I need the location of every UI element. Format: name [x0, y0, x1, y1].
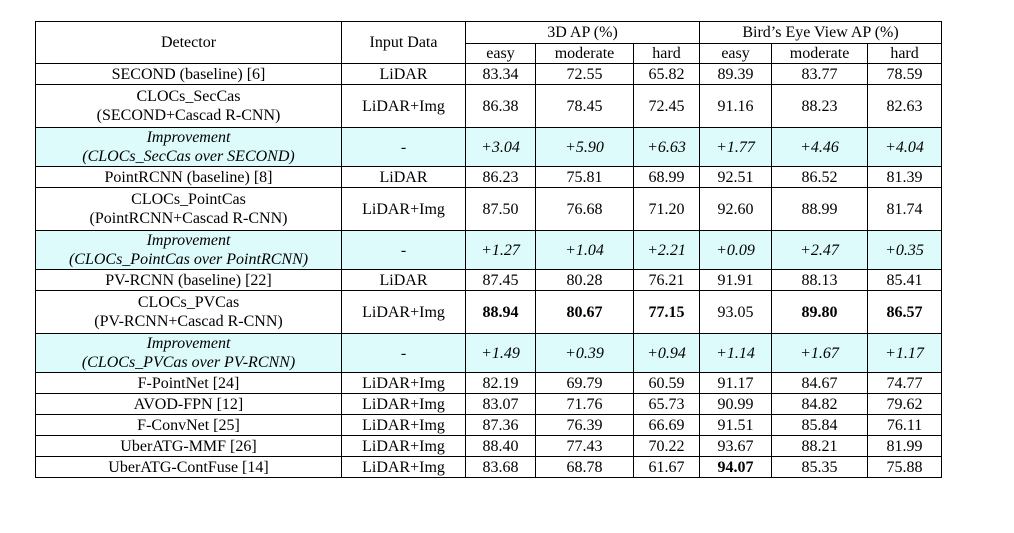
improvement-row: [36, 231, 942, 270]
input-data-cell: LiDAR: [342, 167, 466, 188]
ap-bev-moderate-cell: +2.47: [772, 231, 868, 270]
detector-cell: [36, 415, 342, 436]
table-row: [36, 85, 942, 128]
input-data-cell: -: [342, 231, 466, 270]
detector-cell: [36, 85, 342, 128]
ap-3d-easy-cell: 83.07: [466, 394, 536, 415]
table-row: [36, 436, 942, 457]
table-row: [36, 373, 942, 394]
detector-name-line: Improvement: [146, 129, 231, 146]
detector-name-line: (CLOCs_PointCas over PointRCNN): [68, 251, 309, 268]
detector-name-line: CLOCs_PVCas: [137, 294, 240, 311]
ap-bev-hard-cell: 85.41: [868, 270, 942, 291]
ap-3d-hard-cell: 70.22: [634, 436, 700, 457]
detector-name-line: Improvement: [146, 335, 231, 352]
ap-3d-hard-cell: 71.20: [634, 188, 700, 231]
ap-bev-hard-cell: 78.59: [868, 64, 942, 85]
ap-bev-easy-cell: 92.60: [700, 188, 772, 231]
ap-3d-hard-cell: +2.21: [634, 231, 700, 270]
improvement-row: [36, 128, 942, 167]
ap-bev-easy-cell: +1.14: [700, 334, 772, 373]
ap-3d-easy-cell: 86.23: [466, 167, 536, 188]
detector-cell: [36, 436, 342, 457]
header-3d-moderate: moderate: [536, 44, 634, 64]
ap-3d-easy-cell: 83.34: [466, 64, 536, 85]
header-bev-moderate: moderate: [772, 44, 868, 64]
table-row: [36, 188, 942, 231]
improvement-row: [36, 334, 942, 373]
ap-3d-moderate-cell: 75.81: [536, 167, 634, 188]
ap-3d-moderate-cell: 76.68: [536, 188, 634, 231]
header-bev-ap: Bird’s Eye View AP (%): [700, 22, 942, 44]
ap-3d-easy-cell: 87.36: [466, 415, 536, 436]
input-data-cell: LiDAR+Img: [342, 291, 466, 334]
header-input-data: Input Data: [342, 22, 466, 64]
detector-name-line: PV-RCNN (baseline) [22]: [105, 271, 272, 289]
ap-3d-moderate-cell: 77.43: [536, 436, 634, 457]
header-bev-hard: hard: [868, 44, 942, 64]
ap-3d-hard-cell: 76.21: [634, 270, 700, 291]
ap-bev-hard-cell: 81.99: [868, 436, 942, 457]
ap-3d-moderate-cell: +1.04: [536, 231, 634, 270]
table-row: [36, 270, 942, 291]
detector-name-line: Improvement: [146, 232, 231, 249]
ap-bev-hard-cell: +1.17: [868, 334, 942, 373]
ap-3d-easy-cell: 83.68: [466, 457, 536, 478]
ap-bev-moderate-cell: 84.67: [772, 373, 868, 394]
ap-3d-moderate-cell: 76.39: [536, 415, 634, 436]
table-row: [36, 64, 942, 85]
input-data-cell: LiDAR+Img: [342, 373, 466, 394]
ap-bev-easy-cell: 91.51: [700, 415, 772, 436]
ap-bev-hard-cell: 76.11: [868, 415, 942, 436]
ap-bev-easy-cell: 93.67: [700, 436, 772, 457]
input-data-cell: LiDAR+Img: [342, 188, 466, 231]
ap-bev-hard-cell: +0.35: [868, 231, 942, 270]
ap-3d-moderate-cell: 71.76: [536, 394, 634, 415]
ap-bev-hard-cell: 86.57: [868, 291, 942, 334]
header-row-groups: [36, 22, 942, 44]
ap-bev-easy-cell: +0.09: [700, 231, 772, 270]
detector-name-line: F-PointNet [24]: [137, 374, 240, 392]
ap-bev-hard-cell: +4.04: [868, 128, 942, 167]
results-table: [35, 21, 942, 478]
ap-bev-hard-cell: 82.63: [868, 85, 942, 128]
table-row: [36, 167, 942, 188]
ap-bev-easy-cell: 90.99: [700, 394, 772, 415]
ap-3d-moderate-cell: 69.79: [536, 373, 634, 394]
ap-bev-moderate-cell: 88.21: [772, 436, 868, 457]
detector-name-line: CLOCs_PointCas: [131, 191, 246, 208]
header-3d-easy: easy: [466, 44, 536, 64]
input-data-cell: -: [342, 334, 466, 373]
ap-bev-moderate-cell: 88.23: [772, 85, 868, 128]
ap-bev-moderate-cell: 86.52: [772, 167, 868, 188]
detector-name-line: AVOD-FPN [12]: [133, 395, 244, 413]
ap-3d-hard-cell: 65.82: [634, 64, 700, 85]
detector-cell: [36, 128, 342, 167]
header-bev-easy: easy: [700, 44, 772, 64]
ap-3d-easy-cell: 86.38: [466, 85, 536, 128]
detector-name-line: (CLOCs_PVCas over PV-RCNN): [81, 354, 296, 371]
ap-bev-easy-cell: +1.77: [700, 128, 772, 167]
input-data-cell: LiDAR+Img: [342, 415, 466, 436]
table-row: [36, 394, 942, 415]
ap-3d-easy-cell: 87.50: [466, 188, 536, 231]
ap-3d-hard-cell: 60.59: [634, 373, 700, 394]
detector-name-line: (SECOND+Cascad R-CNN): [96, 107, 281, 124]
detector-cell: [36, 291, 342, 334]
detector-cell: [36, 394, 342, 415]
ap-bev-moderate-cell: 83.77: [772, 64, 868, 85]
ap-3d-moderate-cell: 80.28: [536, 270, 634, 291]
ap-3d-hard-cell: +0.94: [634, 334, 700, 373]
ap-3d-moderate-cell: 72.55: [536, 64, 634, 85]
table-row: [36, 291, 942, 334]
ap-3d-easy-cell: 88.94: [466, 291, 536, 334]
ap-bev-easy-cell: 94.07: [700, 457, 772, 478]
ap-bev-hard-cell: 75.88: [868, 457, 942, 478]
ap-bev-moderate-cell: 85.35: [772, 457, 868, 478]
ap-3d-hard-cell: 72.45: [634, 85, 700, 128]
input-data-cell: LiDAR+Img: [342, 457, 466, 478]
detector-name-line: SECOND (baseline) [6]: [111, 65, 266, 83]
input-data-cell: LiDAR: [342, 64, 466, 85]
ap-bev-easy-cell: 89.39: [700, 64, 772, 85]
table-row: [36, 457, 942, 478]
ap-3d-moderate-cell: 80.67: [536, 291, 634, 334]
ap-bev-easy-cell: 91.17: [700, 373, 772, 394]
detector-cell: [36, 64, 342, 85]
detector-cell: [36, 188, 342, 231]
input-data-cell: -: [342, 128, 466, 167]
ap-bev-moderate-cell: 84.82: [772, 394, 868, 415]
detector-name-line: UberATG-MMF [26]: [120, 437, 257, 455]
ap-3d-easy-cell: 88.40: [466, 436, 536, 457]
ap-bev-hard-cell: 74.77: [868, 373, 942, 394]
input-data-cell: LiDAR+Img: [342, 394, 466, 415]
ap-bev-moderate-cell: +4.46: [772, 128, 868, 167]
ap-bev-easy-cell: 91.91: [700, 270, 772, 291]
detector-name-line: (CLOCs_SecCas over SECOND): [82, 148, 295, 165]
input-data-cell: LiDAR: [342, 270, 466, 291]
ap-3d-easy-cell: 82.19: [466, 373, 536, 394]
detector-cell: [36, 167, 342, 188]
ap-bev-hard-cell: 79.62: [868, 394, 942, 415]
ap-3d-hard-cell: 77.15: [634, 291, 700, 334]
detector-name-line: (PointRCNN+Cascad R-CNN): [89, 210, 288, 227]
ap-bev-hard-cell: 81.39: [868, 167, 942, 188]
ap-3d-moderate-cell: 68.78: [536, 457, 634, 478]
detector-name-line: (PV-RCNN+Cascad R-CNN): [94, 313, 283, 330]
detector-cell: [36, 373, 342, 394]
detector-name-line: CLOCs_SecCas: [136, 88, 241, 105]
ap-3d-moderate-cell: +0.39: [536, 334, 634, 373]
ap-3d-easy-cell: 87.45: [466, 270, 536, 291]
detector-name-line: F-ConvNet [25]: [137, 416, 240, 434]
ap-3d-moderate-cell: +5.90: [536, 128, 634, 167]
table-body: [36, 64, 942, 478]
ap-3d-hard-cell: 61.67: [634, 457, 700, 478]
header-3d-hard: hard: [634, 44, 700, 64]
detector-cell: [36, 457, 342, 478]
ap-bev-moderate-cell: 88.13: [772, 270, 868, 291]
ap-3d-easy-cell: +1.27: [466, 231, 536, 270]
ap-3d-hard-cell: +6.63: [634, 128, 700, 167]
header-3d-ap: 3D AP (%): [466, 22, 700, 44]
ap-3d-hard-cell: 68.99: [634, 167, 700, 188]
ap-3d-easy-cell: +1.49: [466, 334, 536, 373]
ap-bev-easy-cell: 92.51: [700, 167, 772, 188]
ap-bev-moderate-cell: 85.84: [772, 415, 868, 436]
detector-cell: [36, 231, 342, 270]
ap-3d-hard-cell: 65.73: [634, 394, 700, 415]
input-data-cell: LiDAR+Img: [342, 85, 466, 128]
detector-name-line: PointRCNN (baseline) [8]: [104, 168, 273, 186]
ap-bev-easy-cell: 93.05: [700, 291, 772, 334]
table-row: [36, 415, 942, 436]
ap-bev-hard-cell: 81.74: [868, 188, 942, 231]
ap-3d-moderate-cell: 78.45: [536, 85, 634, 128]
input-data-cell: LiDAR+Img: [342, 436, 466, 457]
ap-bev-easy-cell: 91.16: [700, 85, 772, 128]
header-detector: Detector: [36, 22, 342, 64]
ap-bev-moderate-cell: 89.80: [772, 291, 868, 334]
detector-cell: [36, 270, 342, 291]
ap-3d-easy-cell: +3.04: [466, 128, 536, 167]
ap-bev-moderate-cell: 88.99: [772, 188, 868, 231]
ap-3d-hard-cell: 66.69: [634, 415, 700, 436]
ap-bev-moderate-cell: +1.67: [772, 334, 868, 373]
detector-name-line: UberATG-ContFuse [14]: [108, 458, 269, 476]
detector-cell: [36, 334, 342, 373]
